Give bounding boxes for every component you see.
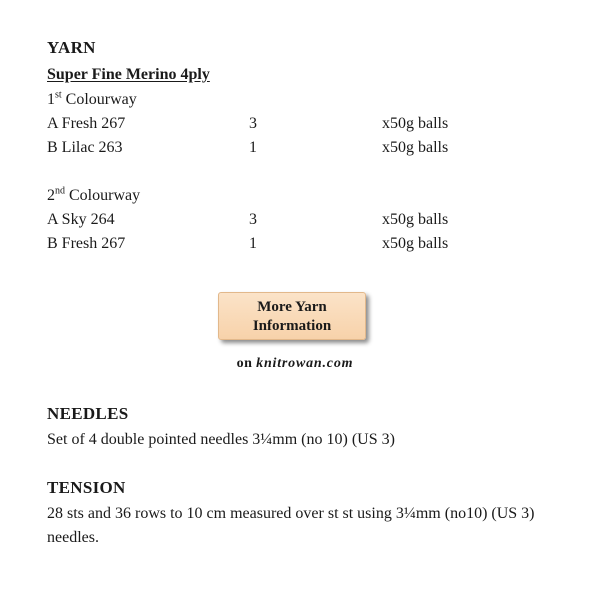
colourway-1-title bbox=[47, 90, 137, 110]
site-reference bbox=[0, 356, 590, 372]
yarn-unit: x50g balls bbox=[382, 235, 449, 252]
yarn-shade: A Fresh 267 bbox=[47, 115, 126, 132]
on-text: on bbox=[236, 356, 253, 371]
yarn-shade: A Sky 264 bbox=[47, 211, 115, 228]
yarn-row bbox=[47, 234, 547, 254]
colourway-1-label: Colourway bbox=[65, 91, 137, 108]
colourway-2-label: Colourway bbox=[69, 187, 141, 204]
yarn-shade: B Lilac 263 bbox=[47, 139, 123, 156]
yarn-quantity: 3 bbox=[249, 211, 257, 228]
needles-text: Set of 4 double pointed needles 3¼mm (no 10) (US 3) bbox=[47, 431, 395, 448]
more-yarn-button-line1: More Yarn bbox=[257, 299, 327, 315]
site-link[interactable]: knitrowan.com bbox=[256, 356, 354, 371]
yarn-quantity: 1 bbox=[249, 139, 257, 156]
colourway-2-title bbox=[47, 186, 140, 206]
yarn-quantity: 1 bbox=[249, 235, 257, 252]
yarn-product-name: Super Fine Merino 4ply bbox=[47, 66, 210, 83]
yarn-unit: x50g balls bbox=[382, 115, 449, 132]
needles-heading: NEEDLES bbox=[47, 404, 129, 423]
tension-text: 28 sts and 36 rows to 10 cm measured over st st using 3¼mm (no10) (US 3) needles. bbox=[47, 505, 535, 546]
yarn-row bbox=[47, 138, 547, 158]
more-yarn-button-line2: Information bbox=[252, 318, 332, 334]
tension-heading: TENSION bbox=[47, 478, 126, 497]
yarn-row bbox=[47, 210, 547, 230]
colourway-1-ordinal: 1 bbox=[47, 91, 55, 108]
colourway-2-ordinal: 2 bbox=[47, 187, 55, 204]
yarn-heading: YARN bbox=[47, 38, 96, 57]
yarn-shade: B Fresh 267 bbox=[47, 235, 126, 252]
yarn-unit: x50g balls bbox=[382, 211, 449, 228]
colourway-2-ordinal-suffix: nd bbox=[55, 185, 65, 197]
yarn-unit: x50g balls bbox=[382, 139, 449, 156]
colourway-1-ordinal-suffix: st bbox=[55, 89, 62, 101]
yarn-row bbox=[47, 114, 547, 134]
yarn-quantity: 3 bbox=[249, 115, 257, 132]
more-yarn-information-button[interactable] bbox=[218, 292, 366, 340]
